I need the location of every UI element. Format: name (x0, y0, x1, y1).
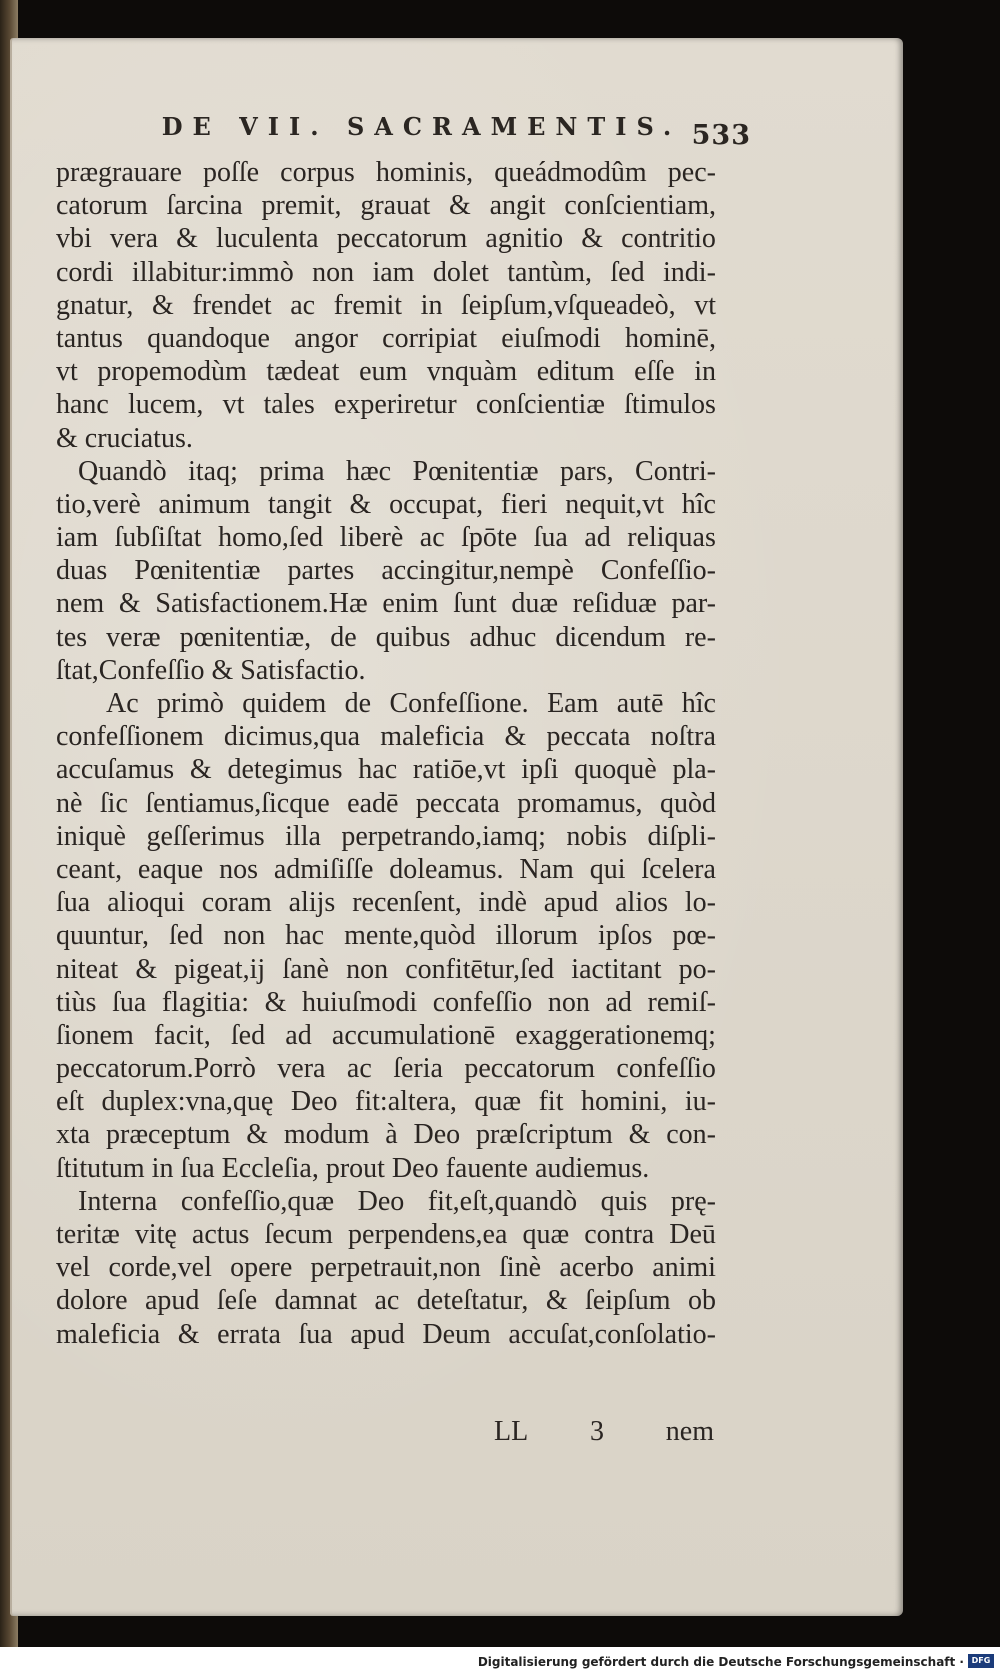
text-line: xta præceptum & modum à Deo præſcriptum & con- (56, 1119, 716, 1151)
text-line: iniquè geſſerimus illa perpetrando,iamq; nobis diſpli- (56, 820, 716, 852)
running-title: DE VII. SACRAMENTIS. (161, 112, 682, 141)
text-line: vt propemodùm tædeat eum vnquàm editum eſſe in (56, 356, 716, 388)
catchword: nem (665, 1416, 714, 1447)
text-line: ceant, eaque nos admiſiſſe doleamus. Nam qui ſcelera (56, 853, 716, 885)
text-line: ſua alioqui coram alijs recenſent, indè apud alios lo- (56, 887, 716, 919)
text-line: gnatur, & frendet ac fremit in ſeipſum,vſqueadeò, vt (56, 289, 716, 321)
signature-number: 3 (590, 1416, 604, 1447)
text-line: ſtitutum in ſua Eccleſia, prout Deo fauente audiemus. (56, 1152, 650, 1184)
book-page (10, 38, 903, 1616)
text-line: quuntur, ſed non hac mente,quòd illorum ipſos pœ- (56, 920, 716, 952)
text-line: vbi vera & luculenta peccatorum agnitio & contritio (56, 223, 716, 255)
text-line: nem & Satisfactionem.Hæ enim ſunt duæ reſiduæ par- (56, 588, 716, 620)
text-line: teritæ vitę actus ſecum perpendens,ea quæ contra Deū (56, 1219, 716, 1250)
body-text (56, 156, 716, 1351)
text-line: peccatorum.Porrò vera ac ſeria peccatorum confeſſio (56, 1053, 716, 1085)
dfg-logo: DFG (968, 1654, 994, 1668)
text-line: confeſſionem dicimus,qua maleficia & peccata noſtra (56, 721, 716, 753)
text-line: tio,verè animum tangit & occupat, fieri nequit,vt hîc (56, 488, 716, 520)
digitization-footer (0, 1647, 1000, 1673)
text-line: ſionem facit, ſed ad accumulationē exaggerationemq; (56, 1019, 716, 1051)
text-line: vel corde,vel opere perpetrauit,non ſinè acerbo animi (56, 1252, 716, 1284)
text-line: duas Pœnitentiæ partes accingitur,nempè Confeſſio- (56, 555, 716, 587)
text-line: tiùs ſua flagitia: & huiuſmodi confeſſio non ad remiſ- (56, 986, 716, 1018)
text-line: eſt duplex:vna,quę Deo fit:altera, quæ fit homini, iu- (56, 1086, 716, 1118)
text-line: dolore apud ſeſe damnat ac deteſtatur, & ſeipſum ob (56, 1285, 716, 1317)
text-line: tantus quandoque angor corripiat eiuſmodi hominē, (56, 322, 716, 354)
catchline (494, 1416, 714, 1448)
dfg-credit: Digitalisierung gefördert durch die Deutsche Forschungsgemeinschaft · (477, 1655, 964, 1669)
text-line: tes veræ pœnitentiæ, de quibus adhuc dicendum re- (56, 621, 716, 653)
text-line: accuſamus & detegimus hac ratiōe,vt ipſi quoquè pla- (56, 754, 716, 786)
text-line: maleficia & errata ſua apud Deum accuſat,conſolatio- (56, 1318, 716, 1350)
text-line: catorum ſarcina premit, grauat & angit conſcientiam, (56, 190, 716, 222)
text-line: & cruciatus. (56, 422, 193, 454)
text-line: hanc lucem, vt tales experiretur conſcientiæ ſtimulos (56, 389, 716, 421)
text-line: ſtat,Confeſſio & Satisfactio. (56, 654, 366, 686)
text-line: niteat & pigeat,ij ſanè non confitētur,ſed iactitant po- (56, 953, 716, 985)
text-line: cordi illabitur:immò non iam dolet tantùm, ſed indi- (56, 256, 716, 288)
page-number: 533 (691, 120, 751, 151)
text-line: prægrauare poſſe corpus hominis, queádmodûm pec- (56, 157, 716, 188)
signature-mark: LL (494, 1416, 529, 1447)
text-line: Interna confeſſio,quæ Deo fit,eſt,quandò quis prę- (78, 1185, 716, 1217)
text-line: Quandò itaq; prima hæc Pœnitentiæ pars, Contri- (78, 455, 716, 487)
text-line: iam ſubſiſtat homo,ſed liberè ac ſpōte ſua ad reliquas (56, 522, 716, 554)
text-line: Ac primò quidem de Confeſſione. Eam autē hîc (106, 688, 716, 719)
text-line: nè ſic ſentiamus,ſicque eadē peccata promamus, quòd (56, 787, 716, 819)
running-header (10, 112, 903, 141)
